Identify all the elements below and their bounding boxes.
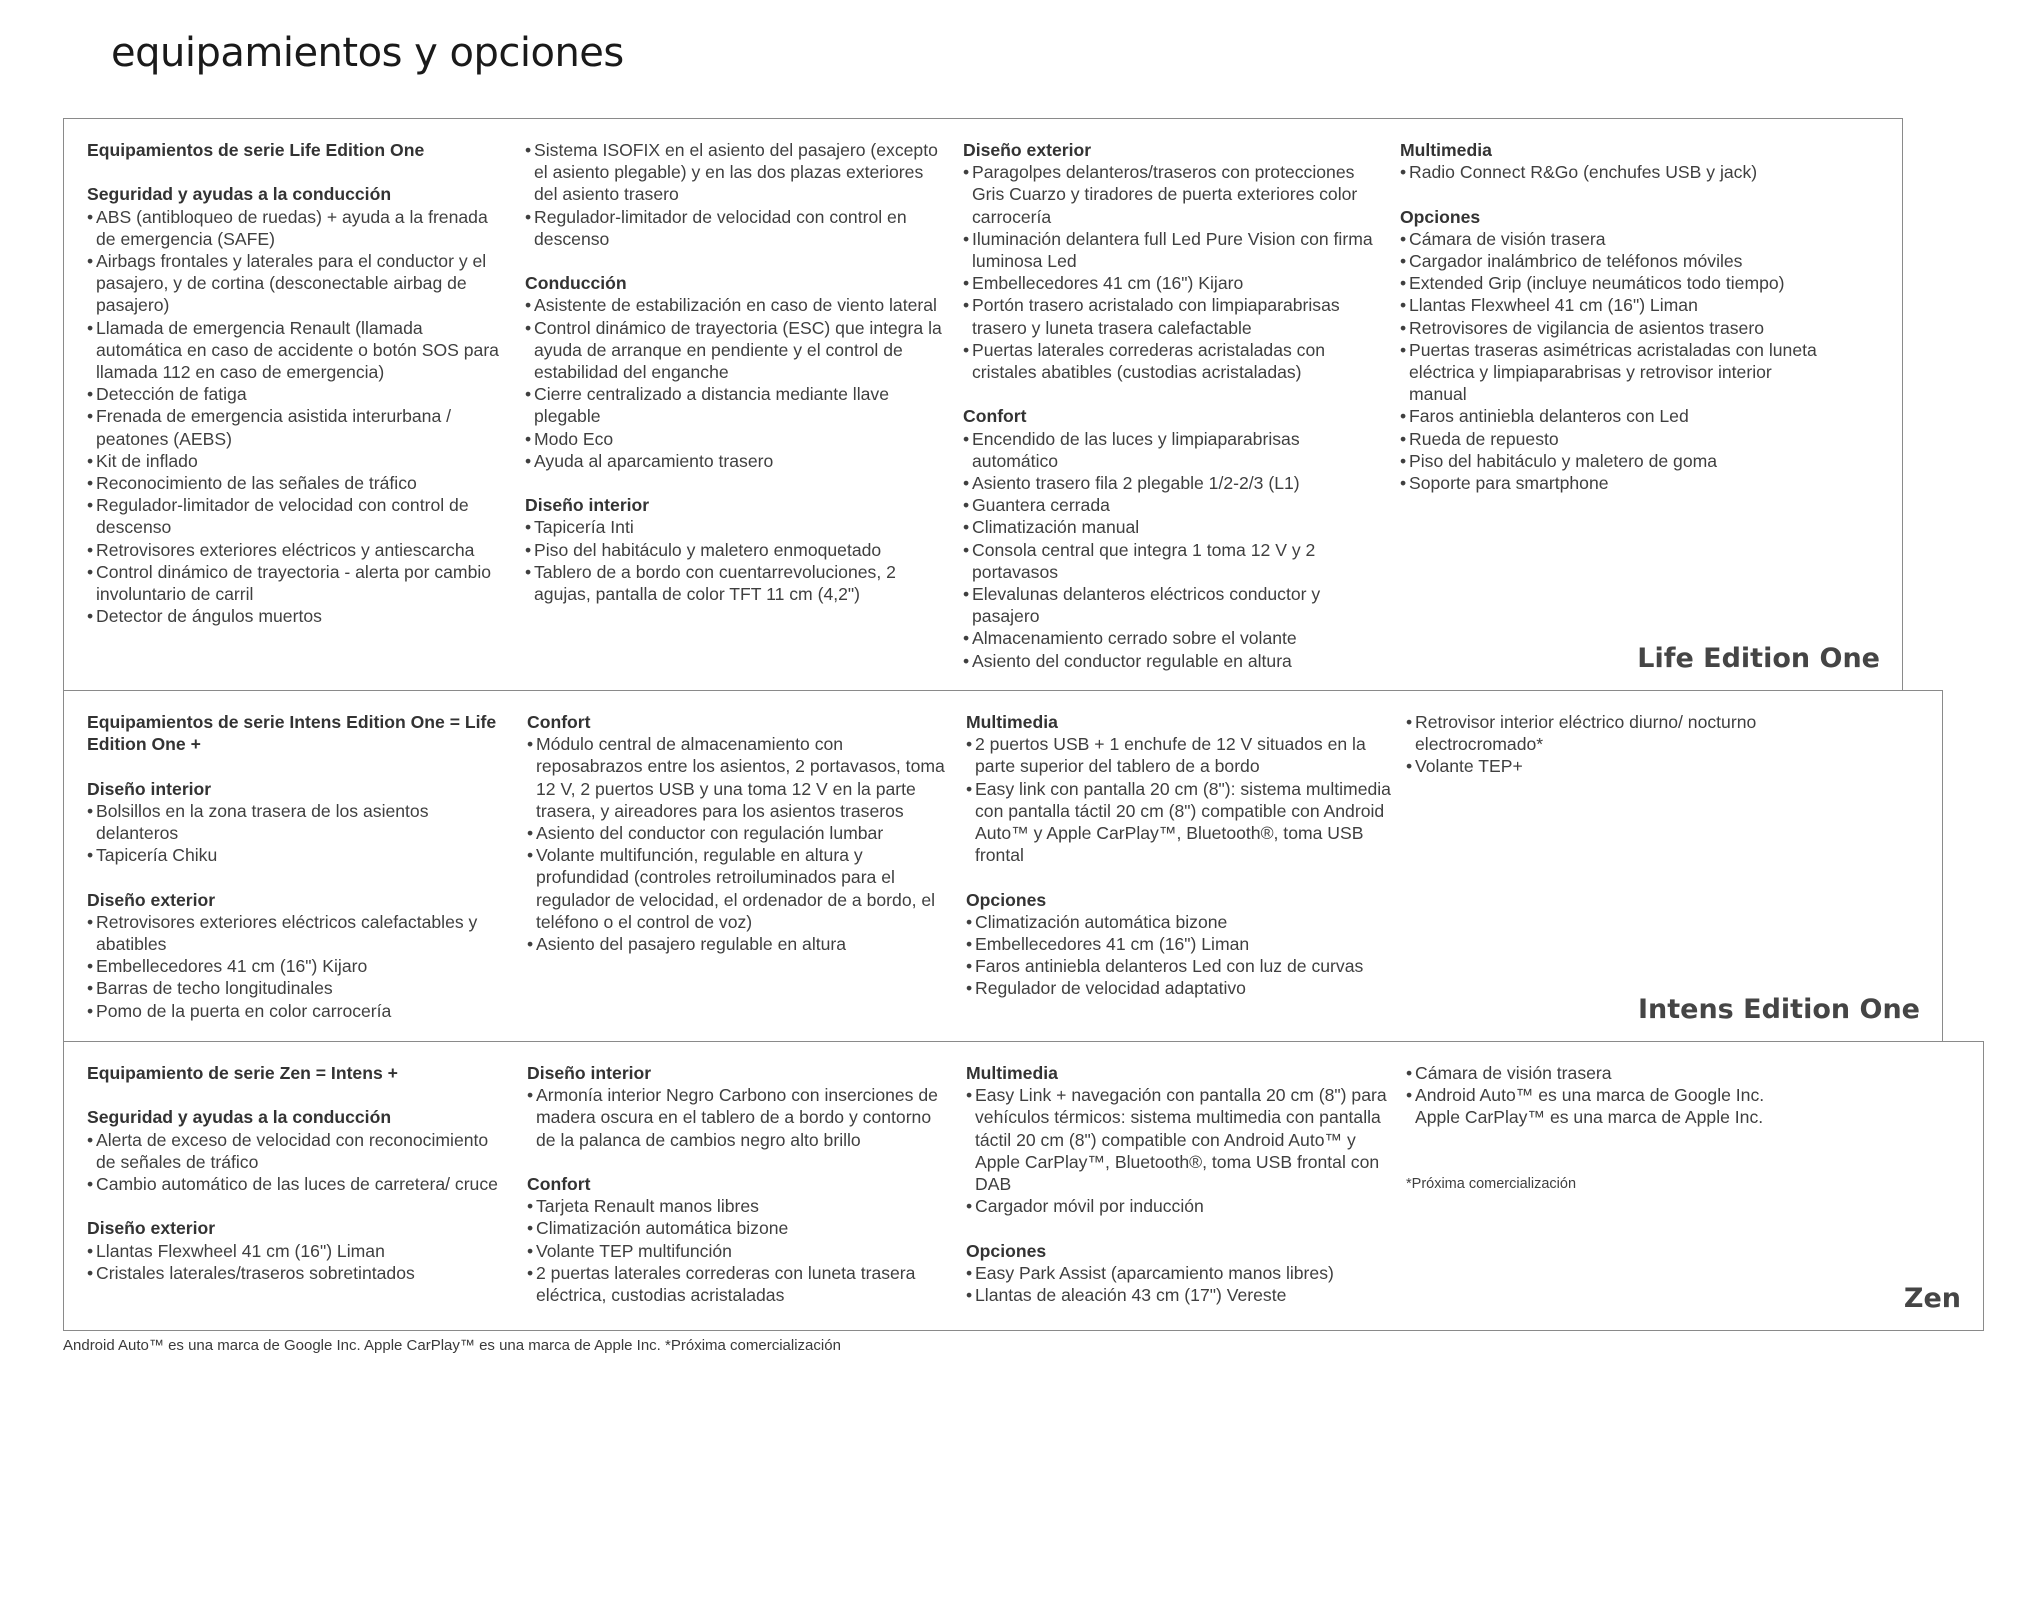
- life-column-4: [1400, 139, 1825, 494]
- group-heading: Multimedia: [1400, 140, 1492, 160]
- group-heading: Diseño exterior: [963, 140, 1092, 160]
- feature-item: • Tarjeta Renault manos libres: [527, 1195, 952, 1217]
- life-column-3: [963, 139, 1388, 672]
- section-zen: [63, 1041, 1984, 1331]
- feature-item: • Sistema ISOFIX en el asiento del pasajero (excepto el asiento plegable) y en las dos plazas exteriores del asiento trasero: [525, 139, 950, 206]
- group-heading: Seguridad y ayudas a la conducción: [87, 184, 392, 205]
- feature-item: • Embellecedores 41 cm (16") Kijaro: [963, 272, 1388, 294]
- feature-item: • Llamada de emergencia Renault (llamada automática en caso de accidente o botón SOS para llamada 112 en caso de emergencia): [87, 317, 512, 384]
- feature-item-continued: Apple CarPlay™ es una marca de Apple Inc.: [1415, 1107, 1764, 1128]
- feature-item: • Cristales laterales/traseros sobretintados: [87, 1262, 512, 1284]
- zen-column-4: [1406, 1062, 1831, 1195]
- feature-item: • Asiento del pasajero regulable en altura: [527, 933, 952, 955]
- feature-item: • Piso del habitáculo y maletero de goma: [1400, 450, 1825, 472]
- feature-item: • Easy link con pantalla 20 cm (8"): sistema multimedia con pantalla táctil 20 cm (8") compatible con Android Auto™ y Apple CarPlay™, Bluetooth®, toma USB frontal: [966, 778, 1391, 867]
- feature-item: • Cargador inalámbrico de teléfonos móviles: [1400, 250, 1825, 272]
- feature-item: • Control dinámico de trayectoria - alerta por cambio involuntario de carril: [87, 561, 512, 605]
- feature-item: • Embellecedores 41 cm (16") Liman: [966, 933, 1391, 955]
- feature-item: • Guantera cerrada: [963, 494, 1388, 516]
- feature-item: • Embellecedores 41 cm (16") Kijaro: [87, 955, 512, 977]
- feature-item: • Detección de fatiga: [87, 383, 512, 405]
- feature-item: • Modo Eco: [525, 428, 950, 450]
- group-heading: Multimedia: [966, 712, 1058, 732]
- feature-item: • Tapicería Inti: [525, 516, 950, 538]
- group-heading: Diseño exterior: [87, 889, 216, 910]
- group-heading: Diseño interior: [87, 778, 212, 799]
- feature-item: • Retrovisor interior eléctrico diurno/ nocturno electrocromado*: [1406, 711, 1831, 755]
- feature-item: • Soporte para smartphone: [1400, 472, 1825, 494]
- feature-item: • Retrovisores de vigilancia de asientos trasero: [1400, 317, 1825, 339]
- feature-item: • Cámara de visión trasera: [1400, 228, 1825, 250]
- feature-item: • Climatización automática bizone: [966, 911, 1391, 933]
- feature-item: • Tapicería Chiku: [87, 844, 512, 866]
- feature-item: • Elevalunas delanteros eléctricos conductor y pasajero: [963, 583, 1388, 627]
- feature-item: • Llantas Flexwheel 41 cm (16") Liman: [87, 1240, 512, 1262]
- feature-item: • Retrovisores exteriores eléctricos calefactables y abatibles: [87, 911, 512, 955]
- spacer: [966, 1217, 1391, 1239]
- feature-item: • Easy Park Assist (aparcamiento manos libres): [966, 1262, 1391, 1284]
- feature-item: • Volante TEP+: [1406, 755, 1831, 777]
- group-heading: Conducción: [525, 273, 627, 294]
- feature-item: • Retrovisores exteriores eléctricos y antiescarcha: [87, 539, 512, 561]
- group-heading: Diseño exterior: [87, 1218, 216, 1239]
- feature-item: • Kit de inflado: [87, 450, 512, 472]
- spacer: [1400, 183, 1825, 205]
- feature-item: • Cierre centralizado a distancia mediante llave plegable: [525, 383, 950, 427]
- spacer: [87, 161, 512, 183]
- feature-item: • Easy Link + navegación con pantalla 20 cm (8") para vehículos térmicos: sistema multimedia con pantalla táctil 20 cm (8") compatible con Android Auto™ y Apple CarPlay™, Bluetooth®, toma USB frontal con DAB: [966, 1084, 1391, 1195]
- section-life-edition-one: [63, 118, 1903, 691]
- feature-item: • 2 puertas laterales correderas con luneta trasera eléctrica, custodias acristaladas: [527, 1262, 952, 1306]
- intens-column-1: [87, 711, 512, 1022]
- spacer: [966, 866, 1391, 888]
- feature-item: • Detector de ángulos muertos: [87, 605, 512, 627]
- zen-column-3: [966, 1062, 1391, 1306]
- feature-item: • Cámara de visión trasera: [1406, 1062, 1831, 1084]
- feature-item: • Piso del habitáculo y maletero enmoquetado: [525, 539, 950, 561]
- section-intens-edition-one: [63, 690, 1943, 1042]
- edition-label-intens: Intens Edition One: [1637, 994, 1920, 1025]
- feature-item: • Barras de techo longitudinales: [87, 977, 512, 999]
- feature-item: • Cargador móvil por inducción: [966, 1195, 1391, 1217]
- feature-item: • Radio Connect R&Go (enchufes USB y jack): [1400, 161, 1825, 183]
- life-column-2: [525, 139, 950, 605]
- spacer: [1406, 1151, 1831, 1173]
- feature-item: • Puertas traseras asimétricas acristaladas con luneta eléctrica y limpiaparabrisas y retrovisor interior manual: [1400, 339, 1825, 406]
- group-heading: Diseño interior: [527, 1063, 652, 1083]
- availability-note: *Próxima comercialización: [1406, 1175, 1577, 1192]
- group-heading: Multimedia: [966, 1063, 1058, 1083]
- feature-item: • Airbags frontales y laterales para el conductor y el pasajero, y de cortina (desconectable airbag de pasajero): [87, 250, 512, 317]
- zen-column-2: [527, 1062, 952, 1306]
- feature-item: • Regulador de velocidad adaptativo: [966, 977, 1391, 999]
- feature-item: • Puertas laterales correderas acristaladas con cristales abatibles (custodias acristaladas): [963, 339, 1388, 383]
- feature-item: • Armonía interior Negro Carbono con inserciones de madera oscura en el tablero de a bordo y contorno de la palanca de cambios negro alto brillo: [527, 1084, 952, 1151]
- feature-item: • Almacenamiento cerrado sobre el volante: [963, 627, 1388, 649]
- feature-item: • Iluminación delantera full Led Pure Vision con firma luminosa Led: [963, 228, 1388, 272]
- feature-item: • Llantas de aleación 43 cm (17") Vereste: [966, 1284, 1391, 1306]
- spacer: [525, 250, 950, 272]
- footnote: Android Auto™ es una marca de Google Inc. Apple CarPlay™ es una marca de Apple Inc. *Próxima comercialización: [63, 1337, 841, 1354]
- life-column-1: [87, 139, 512, 627]
- intens-column-2: [527, 711, 952, 955]
- group-heading: Opciones: [966, 1240, 1047, 1261]
- feature-item: • Regulador-limitador de velocidad con control de descenso: [87, 494, 512, 538]
- feature-item: • Extended Grip (incluye neumáticos todo tiempo): [1400, 272, 1825, 294]
- feature-item: • Asiento del conductor con regulación lumbar: [527, 822, 952, 844]
- page-title: equipamientos y opciones: [111, 30, 624, 76]
- spacer: [527, 1151, 952, 1173]
- group-heading: Opciones: [966, 889, 1047, 910]
- feature-item: • Asiento trasero fila 2 plegable 1/2-2/3 (L1): [963, 472, 1388, 494]
- feature-item: • Paragolpes delanteros/traseros con protecciones Gris Cuarzo y tiradores de puerta exteriores color carrocería: [963, 161, 1388, 228]
- spacer: [1406, 1129, 1831, 1151]
- group-heading: Confort: [963, 406, 1027, 427]
- feature-item: • Portón trasero acristalado con limpiaparabrisas trasero y luneta trasera calefactable: [963, 294, 1388, 338]
- zen-column-1: [87, 1062, 512, 1284]
- group-heading: Confort: [527, 712, 591, 732]
- feature-item: • Rueda de repuesto: [1400, 428, 1825, 450]
- feature-item: • Llantas Flexwheel 41 cm (16") Liman: [1400, 294, 1825, 316]
- feature-item: • Asistente de estabilización en caso de viento lateral: [525, 294, 950, 316]
- feature-item: • Volante multifunción, regulable en altura y profundidad (controles retroiluminados para el regulador de velocidad, el ordenador de a bordo, el teléfono o el control de voz): [527, 844, 952, 933]
- feature-item: • Climatización manual: [963, 516, 1388, 538]
- feature-item: • Pomo de la puerta en color carrocería: [87, 1000, 512, 1022]
- spacer: [87, 1084, 512, 1106]
- feature-item: • Volante TEP multifunción: [527, 1240, 952, 1262]
- edition-label-zen: Zen: [1903, 1283, 1961, 1314]
- spacer: [87, 755, 512, 777]
- feature-item: • Control dinámico de trayectoria (ESC) que integra la ayuda de arranque en pendiente y el control de estabilidad del enganche: [525, 317, 950, 384]
- feature-item: • Climatización automática bizone: [527, 1217, 952, 1239]
- group-heading: Diseño interior: [525, 495, 650, 516]
- feature-item: • 2 puertos USB + 1 enchufe de 12 V situados en la parte superior del tablero de a bordo: [966, 733, 1391, 777]
- group-heading: Equipamientos de serie Life Edition One: [87, 140, 425, 160]
- spacer: [963, 383, 1388, 405]
- group-heading: Opciones: [1400, 206, 1481, 227]
- group-heading: Equipamiento de serie Zen = Intens +: [87, 1063, 398, 1083]
- group-heading: Seguridad y ayudas a la conducción: [87, 1107, 392, 1128]
- feature-item: • Android Auto™ es una marca de Google Inc.: [1406, 1084, 1831, 1106]
- feature-item: • Encendido de las luces y limpiaparabrisas automático: [963, 428, 1388, 472]
- group-heading: Equipamientos de serie Intens Edition One = Life Edition One +: [87, 712, 497, 755]
- feature-item: • Frenada de emergencia asistida interurbana / peatones (AEBS): [87, 405, 512, 449]
- spacer: [525, 472, 950, 494]
- spacer: [87, 866, 512, 888]
- feature-item: • Faros antiniebla delanteros con Led: [1400, 405, 1825, 427]
- feature-item: • ABS (antibloqueo de ruedas) + ayuda a la frenada de emergencia (SAFE): [87, 206, 512, 250]
- feature-item: • Reconocimiento de las señales de tráfico: [87, 472, 512, 494]
- edition-label-life: Life Edition One: [1637, 643, 1880, 674]
- feature-item: • Tablero de a bordo con cuentarrevoluciones, 2 agujas, pantalla de color TFT 11 cm (4,2"): [525, 561, 950, 605]
- feature-item: • Ayuda al aparcamiento trasero: [525, 450, 950, 472]
- feature-item: • Regulador-limitador de velocidad con control en descenso: [525, 206, 950, 250]
- feature-item: • Asiento del conductor regulable en altura: [963, 650, 1388, 672]
- group-heading: Confort: [527, 1174, 591, 1194]
- feature-item: • Módulo central de almacenamiento con reposabrazos entre los asientos, 2 portavasos, toma 12 V, 2 puertos USB y una toma 12 V en la parte trasera, y aireadores para los asientos traseros: [527, 733, 952, 822]
- feature-item: • Cambio automático de las luces de carretera/ cruce: [87, 1173, 512, 1195]
- intens-column-4: [1406, 711, 1831, 778]
- feature-item: • Bolsillos en la zona trasera de los asientos delanteros: [87, 800, 512, 844]
- spacer: [87, 1195, 512, 1217]
- feature-item: • Alerta de exceso de velocidad con reconocimiento de señales de tráfico: [87, 1129, 512, 1173]
- intens-column-3: [966, 711, 1391, 1000]
- feature-item: • Consola central que integra 1 toma 12 V y 2 portavasos: [963, 539, 1388, 583]
- feature-item: • Faros antiniebla delanteros Led con luz de curvas: [966, 955, 1391, 977]
